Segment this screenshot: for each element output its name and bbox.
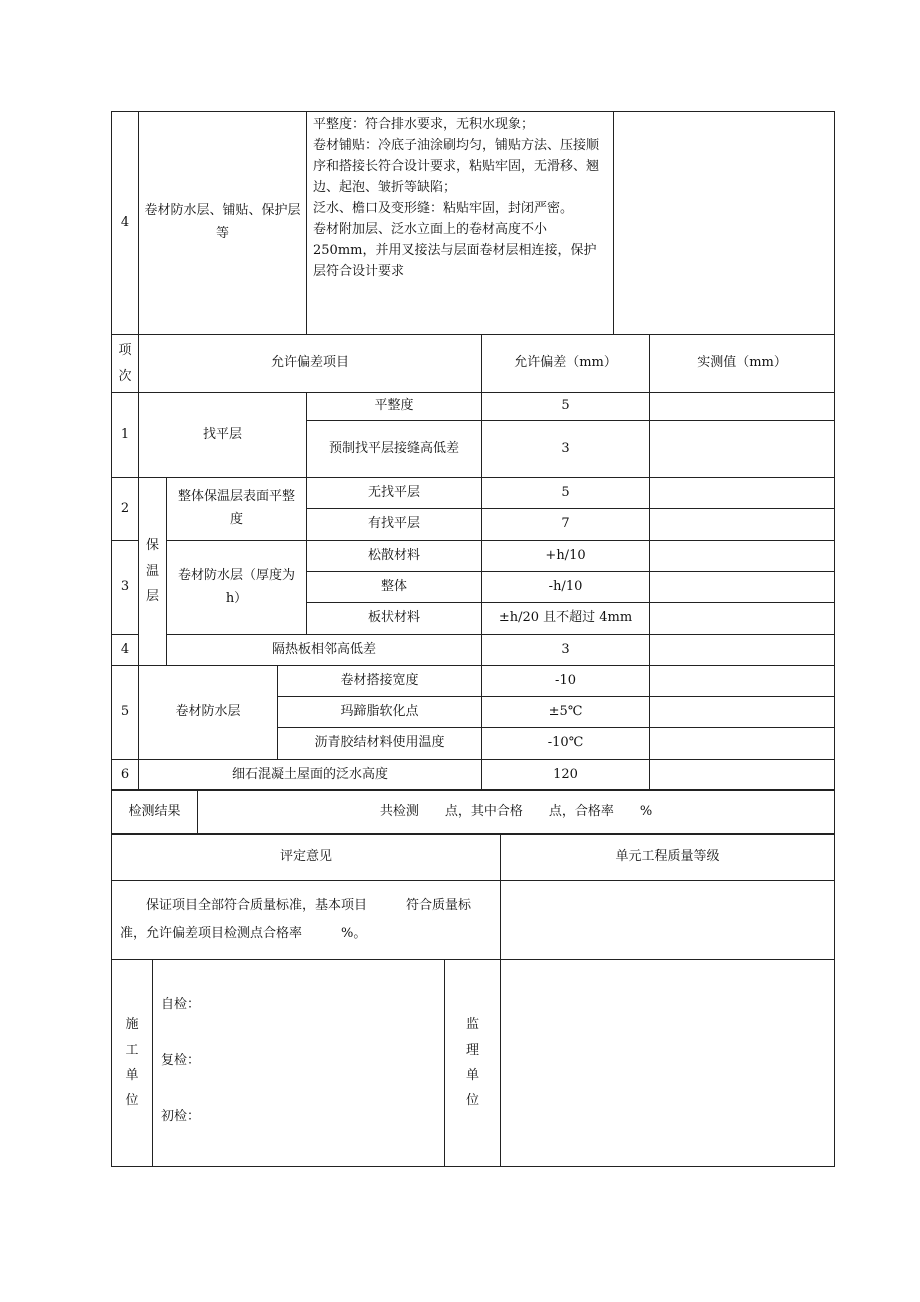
measured-value-cell	[650, 603, 835, 635]
row-tolerance: 5	[482, 393, 650, 421]
standard-line: 平整度：符合排水要求，无积水现象；	[313, 117, 535, 132]
row-no: 1	[112, 393, 139, 478]
measured-value-cell	[650, 541, 835, 572]
row-subitem: 预制找平层接缝高低差	[307, 421, 482, 478]
standard-line: 泛水、檐口及变形缝：粘贴牢固，封闭严密。	[313, 201, 574, 217]
result-summary: 共检测 点，其中合格 点，合格率 %	[198, 790, 835, 835]
self-check-label: 自检：	[161, 997, 201, 1012]
measured-value-cell	[650, 635, 835, 666]
header-no: 项 次	[112, 335, 139, 393]
signature-row	[112, 960, 835, 1167]
standard-line: 卷材附加层、泛水立面上的卷材高度不小 250mm，并用叉接法与层面卷材层相连接，保护层符合设计要求	[313, 222, 597, 280]
row-item: 隔热板相邻高低差	[167, 635, 482, 666]
tolerance-row	[112, 760, 835, 791]
row-subitem: 板状材料	[307, 603, 482, 635]
measured-value-cell	[650, 666, 835, 697]
evaluation-header-row	[112, 834, 835, 881]
row-no: 4	[112, 635, 139, 666]
row-no: 3	[112, 541, 139, 635]
opinion-text: 保证项目全部符合质量标准，基本项目 符合质量标 准，允许偏差项目检测点合格率 %。	[112, 881, 501, 960]
measured-value-cell	[650, 421, 835, 478]
header-measured: 实测值（mm）	[650, 335, 835, 393]
result-row	[112, 790, 835, 835]
evaluation-table	[111, 833, 835, 1167]
result-label: 检测结果	[112, 790, 198, 835]
tolerance-row	[112, 666, 835, 697]
quality-standard	[307, 112, 614, 335]
result-table	[111, 789, 835, 835]
row-category: 卷材防水层（厚度为 h）	[167, 541, 307, 635]
row-tolerance: 120	[482, 760, 650, 791]
row-tolerance: +h/10	[482, 541, 650, 572]
row-no: 6	[112, 760, 139, 791]
row-subitem: 无找平层	[307, 478, 482, 509]
row-tolerance: ±h/20 且不超过 4mm	[482, 603, 650, 635]
insulation-label: 保 温 层	[139, 478, 167, 666]
row-tolerance: 7	[482, 509, 650, 541]
row-tolerance: -10	[482, 666, 650, 697]
evaluation-content-row	[112, 881, 835, 960]
header-tolerance: 允许偏差（mm）	[482, 335, 650, 393]
measured-value-cell	[650, 509, 835, 541]
standard-row	[112, 112, 835, 335]
row-category: 找平层	[139, 393, 307, 478]
header-item: 允许偏差项目	[139, 335, 482, 393]
measured-value-cell	[650, 572, 835, 603]
row-subitem: 有找平层	[307, 509, 482, 541]
row-tolerance: ±5℃	[482, 697, 650, 728]
construction-signatures	[153, 960, 445, 1167]
item-name: 卷材防水层、铺贴、保护层等	[139, 112, 307, 335]
item-no: 4	[112, 112, 139, 335]
row-tolerance: 3	[482, 635, 650, 666]
row-category: 卷材防水层	[139, 666, 278, 760]
row-subitem: 松散材料	[307, 541, 482, 572]
assessment-table	[111, 111, 835, 791]
row-subitem: 沥青胶结材料使用温度	[278, 728, 482, 760]
supervision-signature-cell	[501, 960, 835, 1167]
opinion-label: 评定意见	[112, 834, 501, 881]
row-no: 2	[112, 478, 139, 541]
measured-value-cell	[650, 760, 835, 791]
row-subitem: 平整度	[307, 393, 482, 421]
measured-value-cell	[650, 478, 835, 509]
row-category: 整体保温层表面平整度	[167, 478, 307, 541]
measured-value-cell	[650, 728, 835, 760]
check-status-cell	[614, 112, 835, 335]
quality-grade-cell	[501, 881, 835, 960]
row-item: 细石混凝土屋面的泛水高度	[139, 760, 482, 791]
supervision-unit-label: 监 理 单 位	[445, 960, 501, 1167]
grade-label: 单元工程质量等级	[501, 834, 835, 881]
measured-value-cell	[650, 393, 835, 421]
measured-value-cell	[650, 697, 835, 728]
row-subitem: 卷材搭接宽度	[278, 666, 482, 697]
tolerance-row	[112, 541, 835, 572]
row-tolerance: 3	[482, 421, 650, 478]
row-subitem: 整体	[307, 572, 482, 603]
standard-line: 卷材铺贴：冷底子油涂刷均匀，铺贴方法、压接顺序和搭接长符合设计要求，粘贴牢固，无滑移、翘边、起泡、皱折等缺陷；	[313, 138, 600, 196]
re-check-label: 复检：	[161, 1053, 201, 1068]
tolerance-row	[112, 478, 835, 509]
row-no: 5	[112, 666, 139, 760]
tolerance-row	[112, 393, 835, 421]
construction-unit-label: 施 工 单 位	[112, 960, 153, 1167]
first-check-label: 初检：	[161, 1109, 201, 1124]
row-tolerance: 5	[482, 478, 650, 509]
row-tolerance: -h/10	[482, 572, 650, 603]
row-tolerance: -10℃	[482, 728, 650, 760]
tolerance-header-row	[112, 335, 835, 393]
tolerance-row	[112, 635, 835, 666]
row-subitem: 玛蹄脂软化点	[278, 697, 482, 728]
